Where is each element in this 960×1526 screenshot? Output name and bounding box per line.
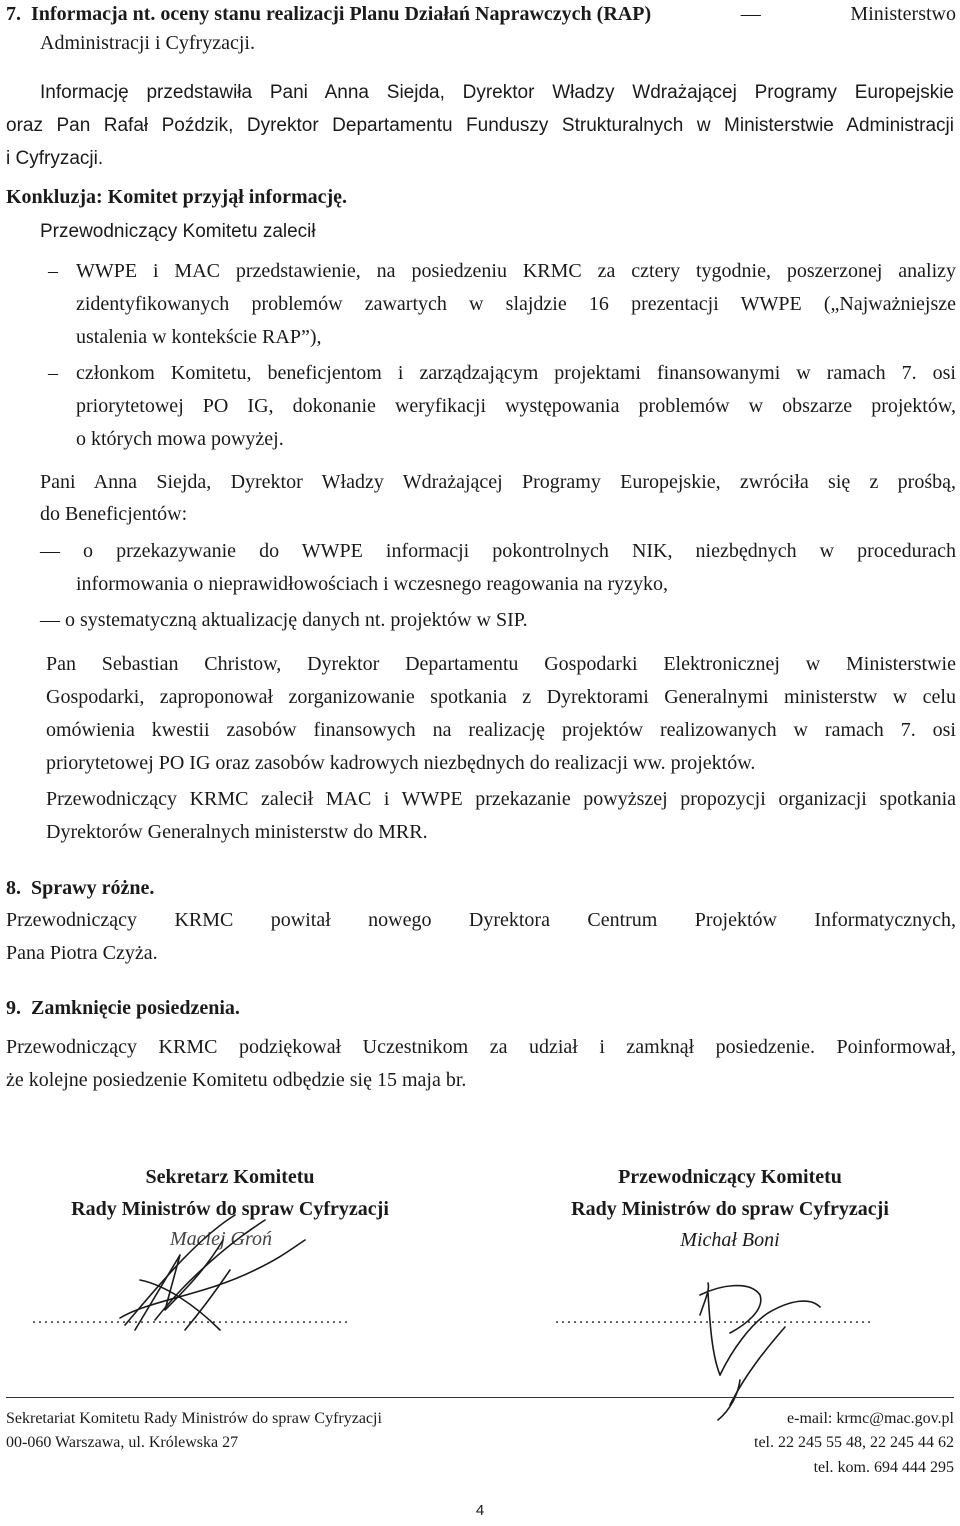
right-signature-name: Michał Boni [680, 1229, 780, 1251]
section9-line1: Przewodniczący KRMC podziękował Uczestnikom za udział i zamknął posiedzenie. Poinformował, [6, 1036, 956, 1058]
conclusion: Konkluzja: Komitet przyjął informację. [6, 186, 348, 208]
para3-line2: Gospodarki, zaproponował zorganizowanie spotkania z Dyrektorami Generalnymi ministerstw w celu [46, 686, 956, 708]
right-handwritten-signature [660, 1255, 830, 1435]
section9-line2: że kolejne posiedzenie Komitetu odbędzie się 15 maja br. [6, 1069, 467, 1091]
para1-line2: oraz Pan Rafał Poździk, Dyrektor Departamentu Funduszy Strukturalnych w Ministerstwie Administracji [6, 115, 954, 136]
para3-line4: priorytetowej PO IG oraz zasobów kadrowych niezbędnych do realizacji ww. projektów. [46, 752, 756, 774]
dash-item1-line1: — o przekazywanie do WWPE informacji pokontrolnych NIK, niezbędnych w procedurach [40, 540, 956, 562]
section7-heading-line2: Administracji i Cyfryzacji. [40, 32, 255, 54]
bullet2-line1: członkom Komitetu, beneficjentom i zarządzającym projektami finansowanymi w ramach 7. osi [76, 362, 956, 384]
footer-divider [6, 1397, 954, 1398]
section9-heading: 9. Zamknięcie posiedzenia. [6, 997, 240, 1019]
left-signature-title2: Rady Ministrów do spraw Cyfryzacji [71, 1198, 389, 1220]
section7-heading-dash: — [740, 3, 761, 25]
footer-right-line3: tel. kom. 694 444 295 [813, 1459, 954, 1476]
section7-heading-bold: Informacja nt. oceny stanu realizacji Planu Działań Naprawczych (RAP) [31, 3, 652, 25]
section8-line2: Pana Piotra Czyża. [6, 942, 158, 964]
dash-item1-line2: informowania o nieprawidłowościach i wczesnego reagowania na ryzyko, [76, 573, 669, 595]
chair-recommended: Przewodniczący Komitetu zalecił [40, 221, 316, 242]
section8-line1: Przewodniczący KRMC powitał nowego Dyrektora Centrum Projektów Informatycznych, [6, 909, 956, 931]
bullet1-line1: WWPE i MAC przedstawienie, na posiedzeniu KRMC za cztery tygodnie, poszerzonej analizy [76, 260, 956, 282]
para3-line1: Pan Sebastian Christow, Dyrektor Departamentu Gospodarki Elektronicznej w Ministerstwie [46, 653, 956, 675]
bullet2-line3: o których mowa powyżej. [76, 428, 284, 450]
right-signature-title2: Rady Ministrów do spraw Cyfryzacji [571, 1198, 889, 1220]
para3-line3: omówienia kwestii zasobów finansowych na realizację projektów realizowanych w ramach 7. osi [46, 719, 956, 741]
bullet1-line3: ustalenia w kontekście RAP”), [76, 326, 322, 348]
right-signature-dots: ..................................................... [555, 1310, 873, 1327]
right-signature-title1: Przewodniczący Komitetu [618, 1166, 842, 1188]
para1-line1: Informację przedstawiła Pani Anna Siejda, Dyrektor Władzy Wdrażającej Programy Europejskie [40, 82, 954, 103]
para4-line1: Przewodniczący KRMC zalecił MAC i WWPE przekazanie powyższej propozycji organizacji spotkania [46, 788, 956, 810]
para2-line2: do Beneficjentów: [40, 503, 188, 525]
bullet2-line2: priorytetowej PO IG, dokonanie weryfikacji występowania problemów w obszarze projektów, [76, 395, 956, 417]
left-handwritten-signature [95, 1200, 335, 1340]
bullet2-dash: – [48, 362, 58, 384]
footer-right-line1: e-mail: krmc@mac.gov.pl [787, 1410, 954, 1427]
bullet1-dash: – [48, 260, 58, 282]
dash-item2: — o systematyczną aktualizację danych nt. projektów w SIP. [40, 609, 528, 631]
bullet1-line2: zidentyfikowanych problemów zawartych w slajdzie 16 prezentacji WWPE („Najważniejsze [76, 293, 956, 315]
left-signature-title1: Sekretarz Komitetu [145, 1166, 315, 1188]
section7-heading-end: Ministerstwo [850, 3, 956, 25]
left-signature-name: Maciej Groń [170, 1228, 273, 1250]
footer-right-line2: tel. 22 245 55 48, 22 245 44 62 [754, 1434, 954, 1451]
footer-left-line1: Sekretariat Komitetu Rady Ministrów do spraw Cyfryzacji [6, 1410, 382, 1427]
left-signature-dots: ..................................................... [32, 1310, 350, 1327]
page-number: 4 [475, 1502, 485, 1519]
section8-heading: 8. Sprawy różne. [6, 877, 155, 899]
para4-line2: Dyrektorów Generalnych ministerstw do MRR. [46, 821, 428, 843]
footer-left-line2: 00-060 Warszawa, ul. Królewska 27 [6, 1434, 239, 1451]
para2-line1: Pani Anna Siejda, Dyrektor Władzy Wdrażającej Programy Europejskie, zwróciła się z prośbą, [40, 471, 956, 493]
para1-line3: i Cyfryzacji. [6, 148, 104, 169]
section7-heading [6, 1, 956, 27]
section7-number: 7. [6, 3, 21, 25]
